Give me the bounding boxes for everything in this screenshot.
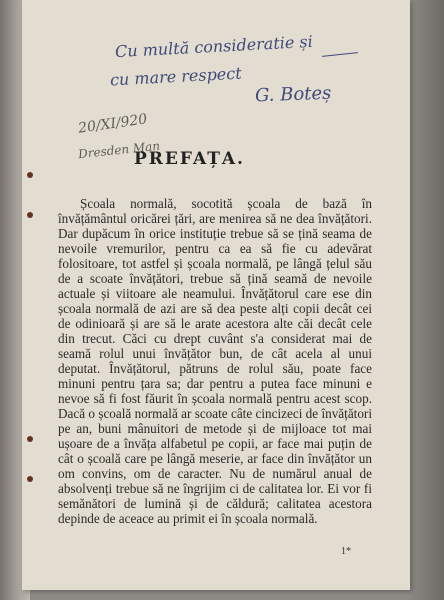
page-folio: 1*: [341, 546, 351, 557]
dedication-dash: [322, 52, 358, 57]
pencil-date: 20/XI/920: [77, 111, 149, 137]
binding-hole: [27, 476, 33, 482]
page-title: PREFAȚA.: [134, 149, 245, 169]
preface-text: Școala normală, socotită școala de bază în învățământul oricărei țări, are menirea să ne dea învățători. Dar dupăcum în orice instituție trebue să se țină seama de nevoile vremurilor, pentru ca ea să fie cu adevărat folositoare, tot astfel și școala normală, pe lângă țelul său de a scoate învățători, trebue să țină seamă de nevoile actuale și viitoare ale neamului. Învățătorul care ese din școala normală de azi are să dea peste alți copii decât cei de odinioară și are să le arate acestora alte căi decât cele din trecut. Căci cu drept cuvânt s'a considerat mai de seamă rolul unui învățător bun, de cât acela al unui deputat. Învățătorul, pătruns de rolul său, poate face minuni pentru țara sa; dar pentru a putea face minuni e nevoe să fi fost făurit în școala normală pentru acest scop. Dacă o școală normală ar scoate câte cincizeci de învățători pe an, buni mânuitori de metode și de mijloace tot mai ușoare de a învăța alfabetul pe copii, ar face mai puțin de cât o școală care pe lângă meserie, ar face din învățător un om convins, om de caracter. Nu de numărul anual de absolvenți trebue să ne îngrijim ci de calitatea lor. Ei vor fi semănători de lumină și de căldură; calitatea acestora depinde de aceace au primit ei în școala normală.: [58, 196, 372, 526]
dedication-line-2: cu mare respect: [109, 63, 243, 90]
pencil-name: Dresden Man: [77, 138, 161, 162]
signature: G. Boteș: [254, 82, 332, 107]
binding-hole: [27, 172, 33, 178]
binding-hole: [27, 436, 33, 442]
background-right: [410, 0, 444, 600]
handwritten-dedication: [110, 30, 390, 120]
dedication-line-1: Cu multă consideratie și: [114, 31, 314, 62]
binding-hole: [27, 212, 33, 218]
